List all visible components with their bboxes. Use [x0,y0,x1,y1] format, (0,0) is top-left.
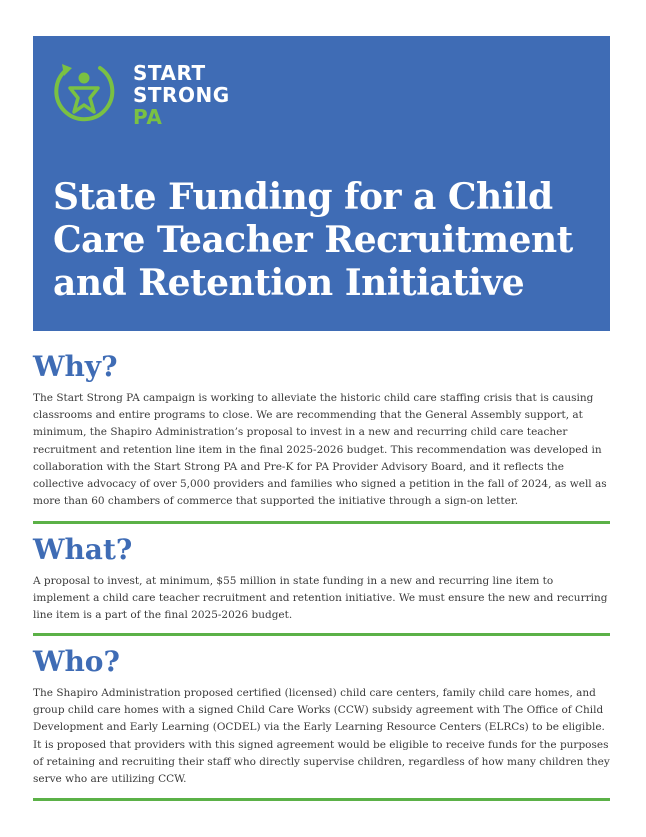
page-title: State Funding for a Child Care Teacher Recruitment and Retention Initiative [53,176,573,304]
logo-line-start: START [133,61,206,85]
start-strong-pa-logo [48,54,278,134]
section-heading-why: Why? [33,350,118,383]
section-body-who: The Shapiro Administration proposed certified (licensed) child care centers, family child care homes, and group child care homes with a signed Child Care Works (CCW) subsidy agreement with The Office of Child Development and Early Learning (OCDEL) via the Early Learning Resource Centers (ELRCs) to be eligible. It is proposed that providers with this signed agreement would be eligible to receive funds for the purposes of retaining and recruiting their staff who directly supervise children, regardless of how many children they serve who are utilizing CCW. [33,687,610,786]
section-body-why: The Start Strong PA campaign is working to alleviate the historic child care staffing crisis that is causing classrooms and entire programs to close. We are recommending that the General Assembly support, at minimum, the Shapiro Administration’s proposal to invest in a new and recurring child care teacher recruitment and retention line item in the final 2025-2026 budget. This recommendation was developed in collaboration with the Start Strong PA and Pre-K for PA Provider Advisory Board, and it reflects the collective advocacy of over 5,000 providers and families who signed a petition in the fall of 2024, as well as more than 60 chambers of commerce that supported the initiative through a sign-on letter. [33,392,607,508]
section-heading-who: Who? [33,645,120,678]
section-heading-what: What? [33,533,133,566]
logo-line-pa: PA [133,105,163,129]
section-divider [33,633,610,636]
star-child-icon [48,56,120,128]
logo-wordmark [133,62,230,128]
section-divider [33,798,610,801]
section-why [33,350,610,510]
header-banner [33,36,610,331]
section-divider [33,521,610,524]
section-who [33,645,610,788]
section-body-what: A proposal to invest, at minimum, $55 million in state funding in a new and recurring line item to implement a child care teacher recruitment and retention initiative. We must ensure the new and recurring line item is a part of the final 2025-2026 budget. [33,575,608,622]
logo-line-strong: STRONG [133,83,230,107]
section-what [33,533,610,625]
